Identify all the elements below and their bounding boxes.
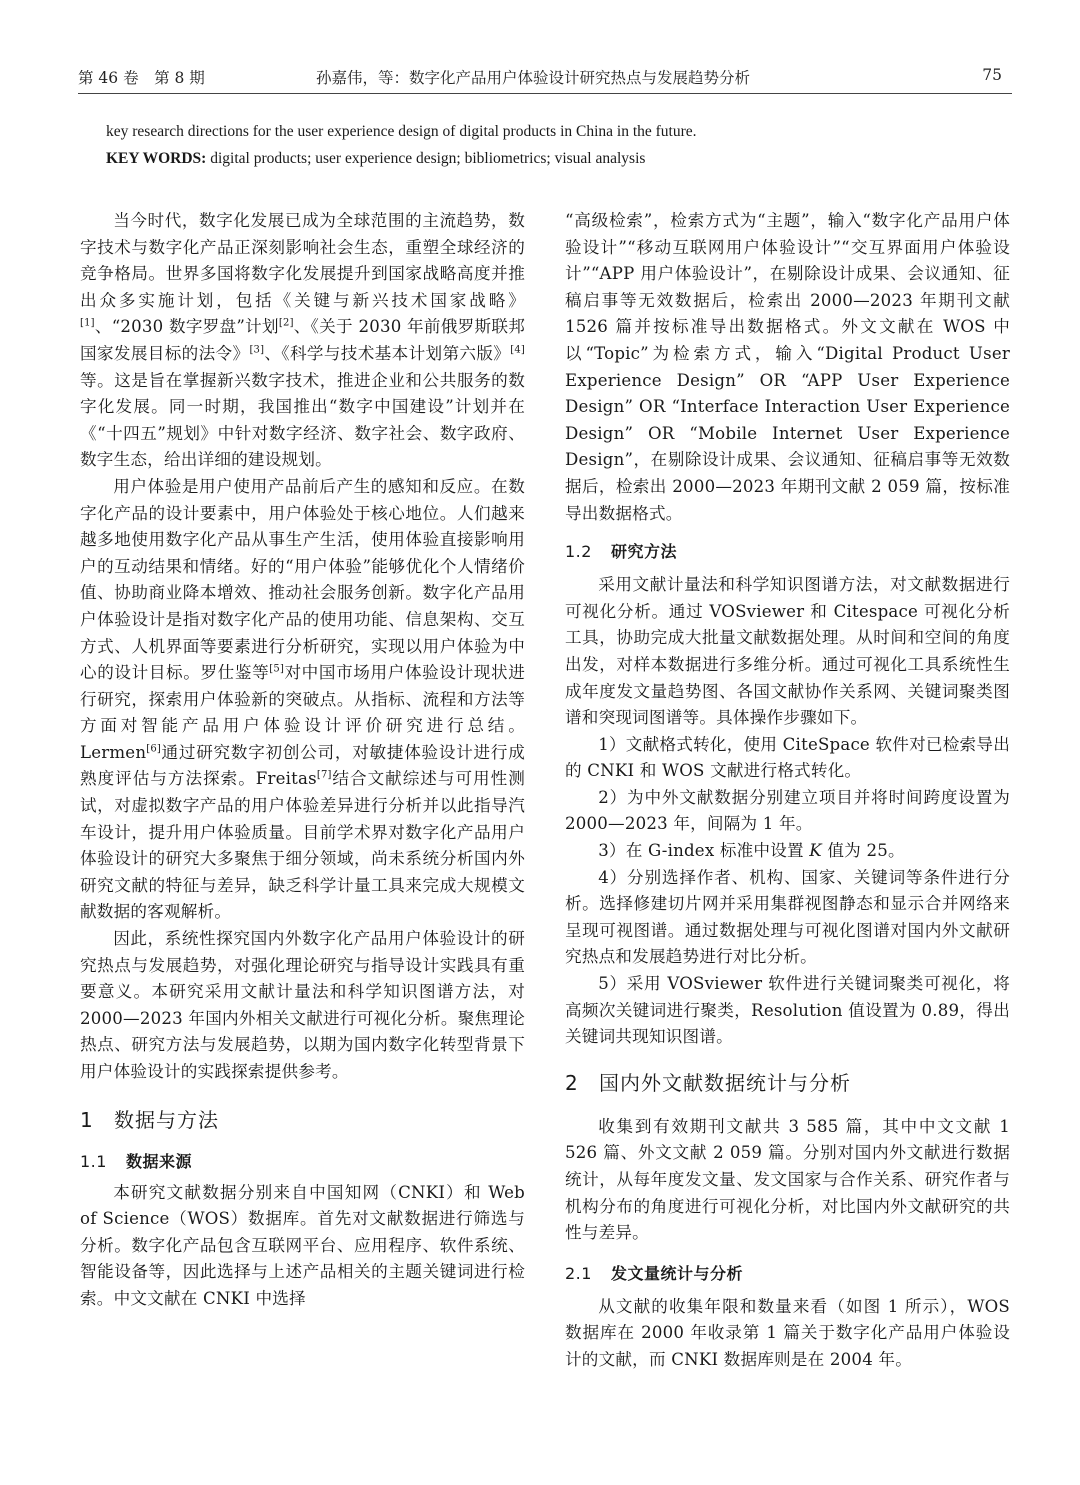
method-paragraph: 采用文献计量法和科学知识图谱方法，对文献数据进行可视化分析。通过 VOSviewer 和 Citespace 可视化分析工具，协助完成大批量文献数据处理。从时间和空间的角度出发，对样本数据进行多维分析。通过可视化工具系统性生成年度发文量趋势图、各国文献协作关系网、关键词聚类图谱和突现词图谱等。具体操作步骤如下。 [565,575,1010,728]
section-2-heading: 2 国内外文献数据统计与分析 [565,1070,851,1095]
section-1-heading: 1 数据与方法 [80,1107,219,1132]
intro-paragraph-3: 因此，系统性探究国内外数字化产品用户体验设计的研究热点与发展趋势，对强化理论研究与指导设计实践具有重要意义。本研究采用文献计量法和科学知识图谱方法，对 2000—2023 年国内外相关文献进行可视化分析。聚焦理论热点、研究方法与发展趋势，以期为国内数字化转型背景下用户体验设计的实践探索提供参考。 [80,929,525,1081]
left-column [80,208,525,1313]
intro-paragraph-1: 当今时代，数字化发展已成为全球范围的主流趋势，数字技术与数字化产品正深刻影响社会生态，重塑全球经济的竞争格局。世界多国将数字化发展提升到国家战略高度并推出众多实施计划，包括《关键与新兴技术国家战略》[1]、“2030 数字罗盘”计划[2]、《关于 2030 年前俄罗斯联邦国家发展目标的法令》[3]、《科学与技术基本计划第六版》[4]等。这是旨在掌握新兴数字技术，推进企业和公共服务的数字化发展。同一时期，我国推出“数字中国建设”计划并在《“十四五”规划》中针对数字经济、数字社会、数字政府、数字生态，给出详细的建设规划。 [80,211,526,470]
section-1-2-heading: 1.2 研究方法 [565,542,678,562]
keywords-text: digital products; user experience design; bibliometrics; visual analysis [206,150,646,167]
citation-5: [5] [269,663,285,675]
running-header [78,62,1012,94]
keywords-line [106,145,986,172]
right-column [565,208,1010,1374]
statistics-paragraph: 收集到有效期刊文献共 3 585 篇，其中中文文献 1 526 篇、外文文献 2 059 篇。分别对国内外文献进行数据统计，从每年度发文量、发文国家与合作关系、研究作者与机构分布的角度进行可视化分析，对比国内外文献研究的共性与差异。 [565,1116,1010,1243]
citation-6: [6] [146,743,161,755]
step-4: 4）分别选择作者、机构、国家、关键词等条件进行分析。选择修建切片网并采用集群视图静态和显示合并网络来呈现可视图谱。通过数据处理与可视化图谱对国内外文献研究热点和发展趋势进行对比分析。 [565,867,1010,967]
abstract-last-line: key research directions for the user experience design of digital products in China in the future. [106,123,697,140]
header-rule [78,93,1012,94]
running-title: 孙嘉伟，等：数字化产品用户体验设计研究热点与发展趋势分析 [316,69,751,87]
step-5: 5）采用 VOSviewer 软件进行关键词聚类可视化，将高频次关键词进行聚类，Resolution 值设置为 0.89，得出关键词共现知识图谱。 [565,974,1010,1047]
section-1-1-heading: 1.1 数据来源 [80,1151,193,1171]
step-2: 2）为中外文献数据分别建立项目并将时间跨度设置为 2000—2023 年，间隔为 1 年。 [565,787,1010,834]
publication-count-paragraph: 从文献的收集年限和数量来看（如图 1 所示），WOS 数据库在 2000 年收录第 1 篇关于数字化产品用户体验设计的文献，而 CNKI 数据库则是在 2004 年。 [565,1296,1010,1369]
intro-paragraph-2: 用户体验是用户使用产品前后产生的感知和反应。在数字化产品的设计要素中，用户体验处于核心地位。人们越来越多地使用数字化产品从事生产生活，使用体验直接影响用户的互动结果和情绪。好的“用户体验”能够优化个人情绪价值、协助商业降本增效、推动社会服务创新。数字化产品用户体验设计是指对数字化产品的使用功能、信息架构、交互方式、人机界面等要素进行分析研究，实现以用户体验为中心的设计目标。罗仕鉴等[5]对中国市场用户体验设计现状进行研究，探索用户体验新的突破点。从指标、流程和方法等方面对智能产品用户体验设计评价研究进行总结。Lermen[6]通过研究数字初创公司，对敏捷体验设计进行成熟度评估与方法探索。Freitas[7]结合文献综述与可用性测试，对虚拟数字产品的用户体验差异进行分析并以此指导汽车设计，提升用户体验质量。目前学术界对数字化产品用户体验设计的研究大多聚焦于细分领域，尚未系统分析国内外研究文献的特征与差异，缺乏科学计量工具来完成大规模文献数据的客观解析。 [80,476,525,922]
data-source-continued: “高级检索”，检索方式为“主题”，输入“数字化产品用户体验设计”“移动互联网用户体验设计”“交互界面用户体验设计”“APP 用户体验设计”，在剔除设计成果、会议通知、征稿启事等无效数据后，检索出 2000—2023 年期刊文献 1526 篇并按标准导出数据格式。外文文献在 WOS 中以“Topic”为检索方式，输入“Digital Product User Experience Design” OR “APP User Experience Design” OR “Interface Interaction User Experience Design” OR “Mobile Internet User Experience Design”，在剔除设计成果、会议通知、征稿启事等无效数据后，检索出 2000—2023 年期刊文献 2 059 篇，按标准导出数据格式。 [565,211,1010,523]
k-symbol: K [809,841,822,861]
citation-1: [1] [80,317,95,329]
data-source-paragraph: 本研究文献数据分别来自中国知网（CNKI）和 Web of Science（WOS）数据库。首先对文献数据进行筛选与分析。数字化产品包含互联网平台、应用程序、软件系统、智能设备等，因此选择与上述产品相关的主题关键词进行检索。中文文献在 CNKI 中选择 [80,1182,525,1308]
section-2-1-heading: 2.1 发文量统计与分析 [565,1263,744,1283]
volume-issue: 第 46 卷 第 8 期 [78,69,205,87]
keywords-label: KEY WORDS: [106,150,207,167]
page-number: 75 [982,66,1002,84]
citation-2: [2] [278,317,294,329]
step-3: 3）在 G-index 标准中设置 K 值为 25。 [598,841,905,861]
step-1: 1）文献格式转化，使用 CiteSpace 软件对已检索导出的 CNKI 和 WOS 文献进行格式转化。 [565,734,1010,781]
citation-4: [4] [510,344,526,356]
citation-3: [3] [249,344,265,356]
citation-7: [7] [316,769,332,781]
abstract-tail [106,118,986,172]
